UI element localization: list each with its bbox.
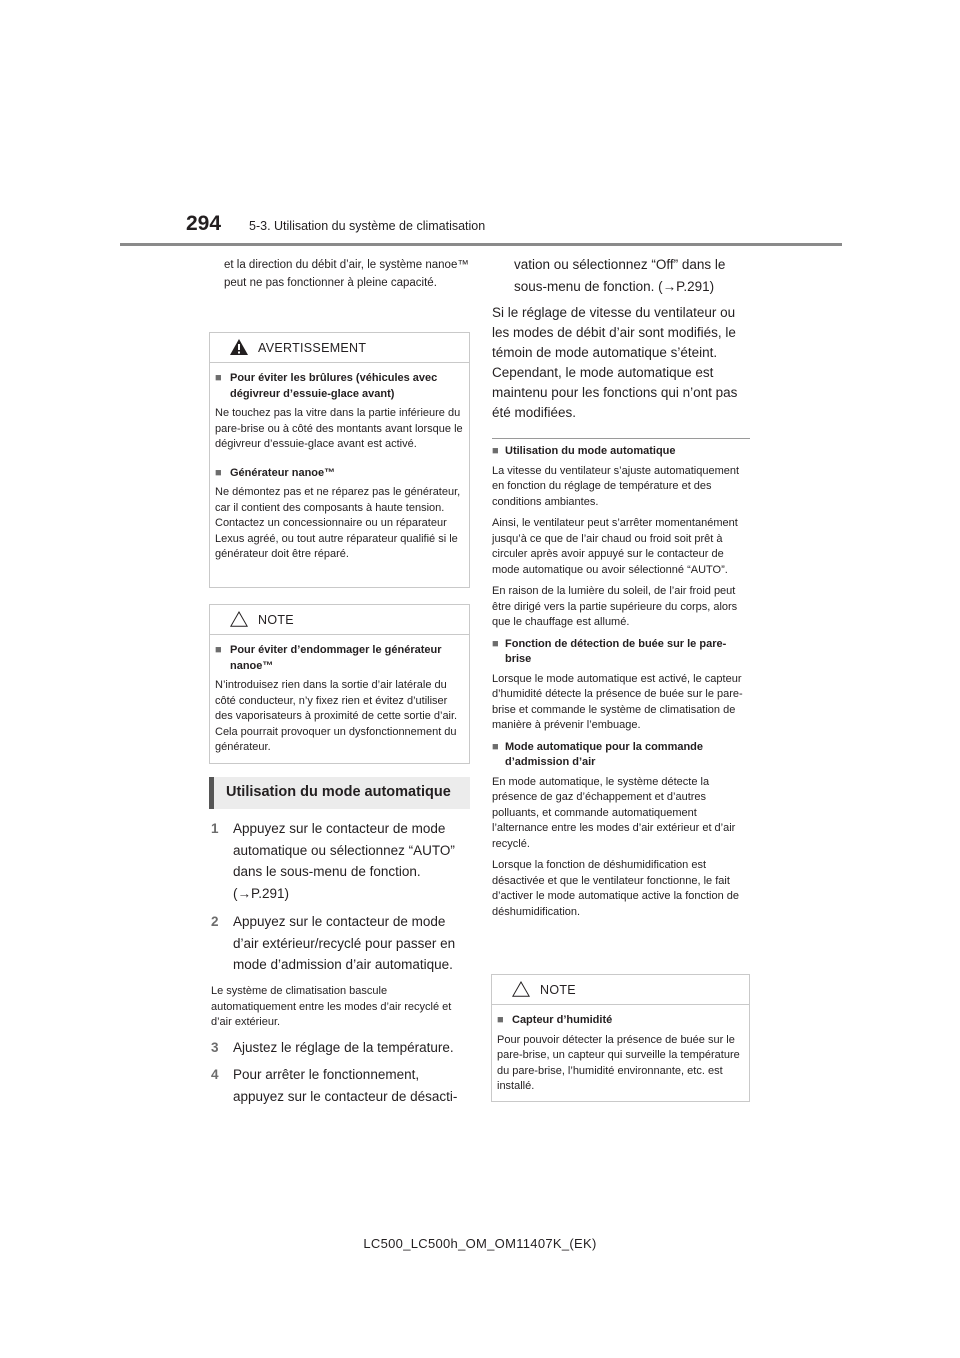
step-2-note: Le système de climatisation bascule automatiquement entre les modes d’air recyclé et d’air extérieur. [211,985,452,1028]
step-text: Appuyez sur le contacteur de mode automatique ou sélectionnez “AUTO” dans le sous-menu de fonction. (→P.291) [233,821,455,901]
step-text: Pour arrêter le fonctionnement, appuyez sur le contacteur de désacti- [233,1067,458,1104]
bullet-square-icon: ■ [215,466,222,479]
caution-triangle-icon [512,981,530,997]
warning-box [209,332,470,588]
header-rule [120,243,842,246]
divider [492,438,750,439]
bullet-square-icon: ■ [215,372,222,384]
bullet-square-icon: ■ [492,637,499,650]
step-4-continuation: vation ou sélectionnez “Off” dans le sous-menu de fonction. (→P.291) [514,257,726,294]
step-number: 3 [211,1040,219,1055]
note-box-right [491,974,750,1102]
warning-header [210,333,469,363]
note-text: N’introduisez rien dans la sortie d’air latérale du côté conducteur, n’y fixez rien et évitez d’utiliser des vaporisateurs à proximité de cette sortie d’air. Cela pourrait provoquer un dysfonctionnement du générateur. [215,679,458,753]
note-title: NOTE [540,983,576,997]
mode-heading-bar [209,777,470,809]
info-heading: ■ Mode automatique pour la commande d’admission d’air [492,740,704,768]
warning-item-heading: ■ Générateur nanoe™ [215,466,464,482]
info-paragraph: En mode automatique, le système détecte la présence de gaz d’échappement et d’autres polluants, et commande automatiquement l’alternance entre les modes d’air extérieur et d’air recyclé. [492,775,736,850]
step-text: Appuyez sur le contacteur de mode d’air extérieur/recyclé pour passer en mode d’admission d’air automatique. [233,914,456,972]
footer-code: LC500_LC500h_OM_OM11407K_(EK) [363,1236,597,1251]
warning-item-text: Ne touchez pas la vitre dans la partie inférieure du pare-brise ou à côté des montants avant lorsque le dégivreur d’essuie-glace avant est activé. [215,407,463,450]
bullet-square-icon: ■ [215,644,222,656]
step-2 [211,911,466,976]
bullet-square-icon: ■ [492,445,499,457]
caution-triangle-icon [230,611,248,627]
note-heading: ■ Capteur d’humidité [497,1013,744,1029]
info-sections [492,444,750,926]
warning-item-text: Ne démontez pas et ne réparez pas le générateur, car il contient des composants à haute tension. Contactez un concessionnaire ou un réparateur Lexus agréé, ou tout autre réparateur qualifié si le générateur doit être réparé. [215,486,461,560]
info-paragraph: Lorsque la fonction de déshumidification est désactivée et que le ventilateur fonctionne, le fait d’activer le mode automatique active la fonction de déshumidification. [492,859,740,918]
info-heading: ■ Utilisation du mode automatique [492,444,750,460]
note-header [210,605,469,635]
step-number: 2 [211,914,219,929]
step-4 [211,1064,466,1107]
bullet-square-icon: ■ [492,740,499,753]
step-1 [211,818,466,904]
note-text: Pour pouvoir détecter la présence de buée sur le pare-brise, un capteur qui surveille la température du pare-brise, l’humidité environnante, etc. est installé. [497,1033,740,1092]
section-title: 5-3. Utilisation du système de climatisation [249,219,486,233]
info-paragraph: La vitesse du ventilateur s’ajuste automatiquement en fonction du réglage de température et des conditions ambiantes. [492,464,740,508]
step-text: Ajustez le réglage de la température. [233,1040,454,1055]
note-title: NOTE [258,613,294,627]
step-number: 4 [211,1067,219,1082]
warning-icon [230,339,248,355]
note-box-left [209,604,470,764]
page-number: 294 [186,212,222,235]
warning-item-heading: ■ Pour éviter les brûlures (véhicules avec dégivreur d’essuie-glace avant) [215,372,438,400]
info-paragraph: En raison de la lumière du soleil, de l’air froid peut être dirigé vers la partie supérieure du corps, alors que le chauffage est allumé. [492,585,738,628]
info-heading: ■ Fonction de détection de buée sur le pare-brise [492,637,727,665]
step-3 [211,1037,466,1059]
mode-heading: Utilisation du mode automatique [226,784,451,800]
note-header [492,975,749,1005]
bullet-square-icon: ■ [497,1014,504,1026]
info-paragraph: Lorsque le mode automatique est activé, le capteur d’humidité détecte la présence de buée sur le pare-brise et commande le système de climatisation de manière à prévenir l’embuage. [492,672,743,731]
warning-title: AVERTISSEMENT [258,341,367,355]
note-heading: ■ Pour éviter d’endommager le générateur nanoe™ [215,644,442,672]
info-paragraph: Ainsi, le ventilateur peut s’arrêter momentanément jusqu’à ce que de l’air chaud ou froid soit prêt à circuler après avoir appuyé sur le contacteur de mode automatique ou avoir sélectionné “AUTO”. [492,517,738,576]
intro-text: et la direction du débit d’air, le système nanoe™ peut ne pas fonctionner à pleine capacité. [224,259,469,289]
mode-change-paragraph: Si le réglage de vitesse du ventilateur ou les modes de débit d’air sont modifiés, le témoin de mode automatique s’éteint. Cependant, le mode automatique est maintenu pour les fonctions qui n’ont pas été modifiées. [492,305,738,420]
step-number: 1 [211,821,219,836]
